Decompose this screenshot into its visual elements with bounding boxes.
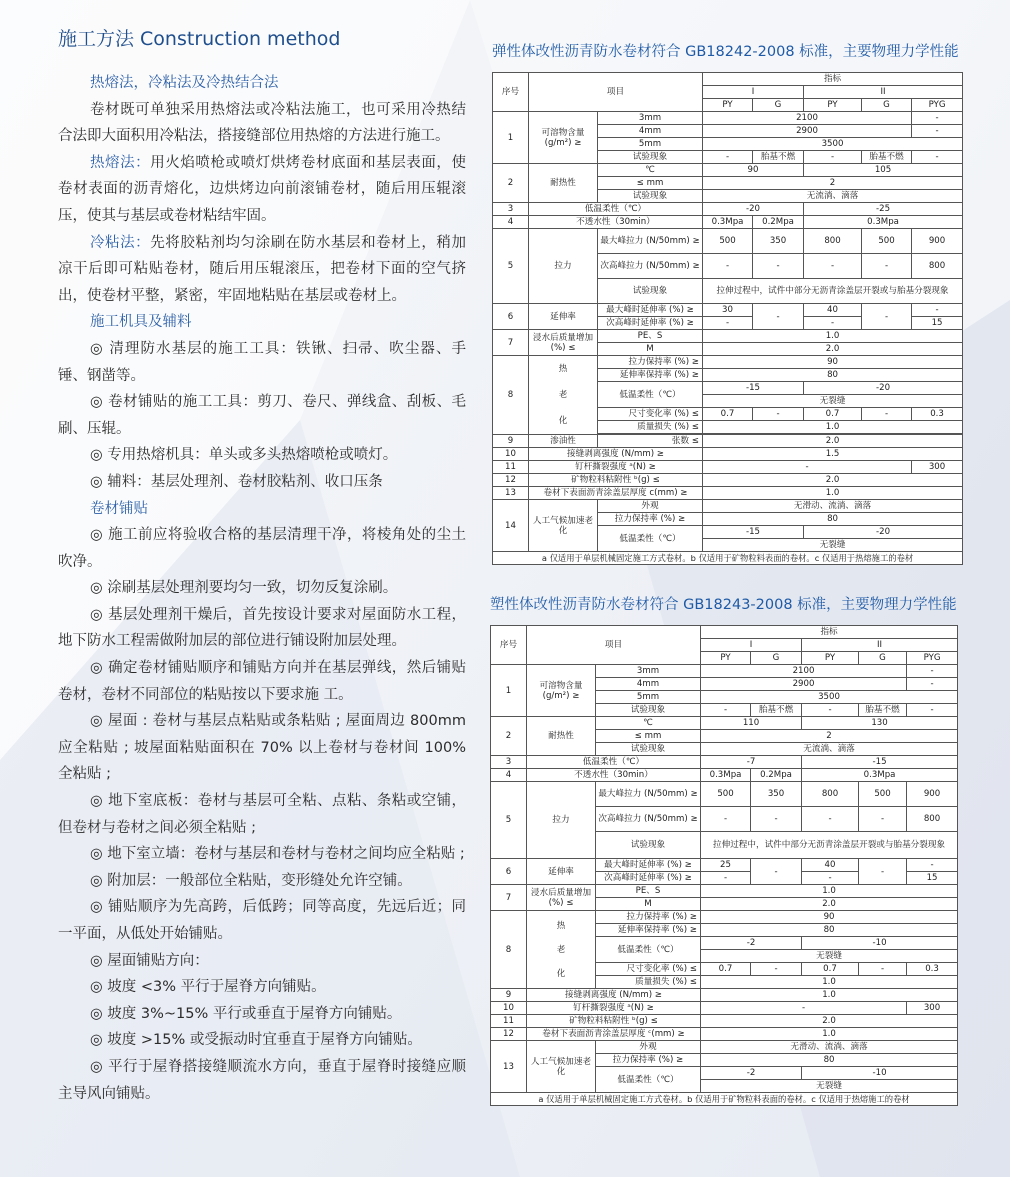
cell: -: [907, 859, 958, 872]
cell: 90: [703, 356, 963, 369]
cell: -: [859, 807, 907, 832]
cell: 900: [912, 229, 963, 254]
cell: 无流淌、滴落: [703, 190, 963, 203]
cell: 0.2Mpa: [753, 216, 804, 229]
hot-melt-text: 用火焰喷枪或喷灯烘烤卷材底面和基层表面，使卷材表面的沥青熔化，边烘烤边向前滚铺卷材，随后用压辊滚压，使其与基层或卷材粘结牢固。: [58, 154, 466, 224]
cell: 500: [703, 229, 753, 254]
cold-bond-text: 先将胶粘剂均匀涂刷在防水基层和卷材上，稍加凉干后即可粘贴卷材，随后用压辊滚压，把卷材下面的空气挤出，使卷材平整，紧密，牢固地粘贴在基层或卷材上。: [58, 234, 466, 304]
cell: 300: [912, 461, 963, 474]
cell: -25: [804, 203, 963, 216]
paragraph-auxiliary: ◎ 辅料：基层处理剂、卷材胶粘剂、收口压条: [90, 473, 383, 490]
row-no: 9: [491, 989, 527, 1002]
header-no: 序号: [493, 73, 529, 112]
char-hua: 化: [556, 968, 566, 979]
row-name: 耐热性: [529, 164, 598, 203]
sub-item: 低温柔性（℃）: [598, 382, 703, 408]
row-name: 耐热性: [527, 717, 596, 756]
header-no: 序号: [491, 626, 527, 665]
cell: 0.3: [907, 963, 958, 976]
header-index: 指标: [703, 73, 963, 86]
cell: -10: [802, 1067, 958, 1080]
cell: -15: [703, 526, 804, 539]
sub-item: 尺寸变化率 (%) ≤: [598, 408, 703, 421]
cell: 无裂缝: [703, 539, 963, 552]
sub-item: ≤ mm: [596, 730, 701, 743]
sub-item: 低温柔性（℃）: [598, 526, 703, 552]
cell: -: [751, 807, 802, 832]
keyword-hot-melt: 热熔法：: [90, 154, 151, 171]
table2-footnote: a 仅适用于单层机械固定施工方式卷材。b 仅适用于矿物粒料表面的卷材。c 仅适用于热熔施工的卷材: [491, 1093, 958, 1106]
sub-item: 次高峰拉力 (N/50mm) ≥: [598, 254, 703, 279]
header-PYG: PYG: [912, 99, 963, 112]
cell: 2: [701, 730, 958, 743]
sub-item: 试验现象: [596, 743, 701, 756]
row-name: 渗油性: [529, 435, 598, 448]
row-name: 矿物粒料粘附性 ᵇ(g) ≤: [527, 1015, 701, 1028]
cell: -: [859, 859, 907, 885]
header-PY: PY: [703, 99, 753, 112]
cell: 1.0: [701, 1028, 958, 1041]
paragraph-slope-1: ◎ 坡度 <3% 平行于屋脊方向铺贴。: [90, 979, 326, 996]
cell: 0.3Mpa: [802, 769, 958, 782]
row-no: 13: [493, 487, 529, 500]
sub-item: 试验现象: [598, 190, 703, 203]
paragraph-slope-3: ◎ 坡度 >15% 或受振动时宜垂直于屋脊方向铺贴。: [90, 1032, 422, 1049]
subheading-tools: 施工机具及辅料: [90, 314, 192, 331]
row-no: 2: [491, 717, 527, 756]
char-lao: 老: [558, 390, 568, 400]
cell: 30: [703, 304, 753, 317]
sub-item: 张数 ≤: [598, 435, 703, 448]
row-no: 4: [491, 769, 527, 782]
sub-item: ≤ mm: [598, 177, 703, 190]
cell: -: [862, 304, 912, 330]
row-name: 浸水后质量增加 (%) ≤: [527, 885, 596, 911]
row-name: 矿物粒料粘附性 ᵇ(g) ≤: [529, 474, 703, 487]
row-no: 3: [491, 756, 527, 769]
cell: 2.0: [701, 1015, 958, 1028]
cell: -: [703, 151, 753, 164]
cell: -20: [804, 382, 963, 395]
cell: 胎基不燃: [859, 704, 907, 717]
row-name: 不透水性（30min）: [527, 769, 701, 782]
cell: -: [912, 151, 963, 164]
row-name: 浸水后质量增加 (%) ≤: [529, 330, 598, 356]
cell: 0.3Mpa: [703, 216, 753, 229]
cell: 3500: [703, 138, 963, 151]
cell: -: [907, 678, 958, 691]
cell: 15: [907, 872, 958, 885]
cell: 25: [701, 859, 751, 872]
char-re: 热: [556, 920, 566, 931]
row-no: 4: [493, 216, 529, 229]
cell: 无裂缝: [703, 395, 963, 408]
cell: -: [753, 254, 804, 279]
char-re: 热: [558, 364, 568, 374]
paragraph-basement-wall: ◎ 地下室立墙：卷材与基层和卷材与卷材之间均应全粘贴 ;: [90, 846, 465, 863]
header-grade-II: II: [804, 86, 963, 99]
cell: 80: [703, 369, 963, 382]
cell: 无滑动、流淌、滴落: [701, 1041, 958, 1054]
cell: 0.3Mpa: [804, 216, 963, 229]
row-no: 3: [493, 203, 529, 216]
cell: -: [862, 408, 912, 421]
cell: 130: [802, 717, 958, 730]
sub-item: 拉力保持率 (%) ≥: [596, 1054, 701, 1067]
sub-item: 最大峰拉力 (N/50mm) ≥: [596, 782, 701, 807]
cell: -2: [701, 937, 802, 950]
paragraph-hot-melt-tools: ◎ 专用热熔机具：单头或多头热熔喷枪或喷灯。: [90, 447, 398, 464]
char-lao: 老: [556, 944, 566, 955]
paragraph-roof-direction: ◎ 屋面铺贴方向：: [90, 952, 209, 969]
cell: 90: [701, 911, 958, 924]
row-name: 卷材下表面沥青涂盖层厚度 c(mm) ≥: [529, 487, 703, 500]
header-PY: PY: [804, 99, 862, 112]
cell: 800: [907, 807, 958, 832]
cell: 无裂缝: [701, 950, 958, 963]
row-no: 5: [493, 229, 529, 304]
row-no: 10: [493, 448, 529, 461]
paragraph-laying-tools: ◎ 卷材铺贴的施工工具：剪刀、卷尺、弹线盒、刮板、毛刷、压辊。: [58, 394, 466, 437]
table2-title: 塑性体改性沥青防水卷材符合 GB18243-2008 标准，主要物理力学性能: [490, 597, 957, 613]
row-no: 11: [493, 461, 529, 474]
subheading-laying: 卷材铺贴: [90, 500, 148, 517]
cell: -: [751, 963, 802, 976]
sub-item: 最大峰时延伸率 (%) ≥: [596, 859, 701, 872]
sub-item: 5mm: [596, 691, 701, 704]
table1-title: 弹性体改性沥青防水卷材符合 GB18242-2008 标准，主要物理力学性能: [492, 44, 959, 60]
paragraph-laying-1: ◎ 施工前应将验收合格的基层清理干净，将棱角处的尘土吹净。: [58, 527, 466, 570]
sub-item: M: [598, 343, 703, 356]
row-name: 人工气候加速老化: [529, 500, 598, 552]
cell: -: [703, 254, 753, 279]
cell: -2: [701, 1067, 802, 1080]
cell: -: [912, 304, 963, 317]
cell: 1.0: [701, 885, 958, 898]
row-name: 接缝剥离强度 (N/mm) ≥: [529, 448, 703, 461]
header-G: G: [859, 652, 907, 665]
cell: 2100: [701, 665, 907, 678]
row-no: 2: [493, 164, 529, 203]
cell: -: [701, 807, 751, 832]
cell: 1.0: [703, 421, 963, 434]
cell: 2.0: [703, 474, 963, 487]
row-no: 6: [493, 304, 529, 330]
sub-item: 次高峰拉力 (N/50mm) ≥: [596, 807, 701, 832]
cell: 350: [753, 229, 804, 254]
paragraph-additional-layer: ◎ 附加层：一般部位全粘贴，变形缝处允许空铺。: [90, 872, 412, 889]
row-name-heat-aging: [529, 356, 598, 435]
cell: -: [804, 254, 862, 279]
header-PYG: PYG: [907, 652, 958, 665]
cell: 无裂缝: [701, 1080, 958, 1093]
header-grade-I: I: [701, 639, 802, 652]
header-G: G: [753, 99, 804, 112]
paragraph-basement-floor: ◎ 地下室底板：卷材与基层可全粘、点粘、条粘或空铺，但卷材与卷材之间必须全粘贴 ;: [58, 793, 466, 836]
cell: 80: [701, 1054, 958, 1067]
row-name: 卷材下表面沥青涂盖层厚度 ᶜ(mm) ≥: [527, 1028, 701, 1041]
row-name: 延伸率: [527, 859, 596, 885]
cell: -: [802, 704, 859, 717]
cell: -: [804, 317, 862, 330]
cell: 胎基不燃: [753, 151, 804, 164]
cell: 2100: [703, 112, 912, 125]
sub-item: 延伸率保持率 (%) ≥: [598, 369, 703, 382]
sub-item: 次高峰时延伸率 (%) ≥: [598, 317, 703, 330]
row-no: 5: [491, 782, 527, 859]
header-G: G: [751, 652, 802, 665]
cell: 80: [703, 513, 963, 526]
row-no: 7: [493, 330, 529, 356]
subheading-hot-cold-method: 热熔法，冷粘法及冷热结合法: [90, 75, 279, 91]
paragraph-cold-bond: [58, 230, 466, 310]
paragraph-laying-4: ◎ 确定卷材铺贴顺序和铺贴方向并在基层弹线，然后铺贴卷材，卷材不同部位的粘贴按以下要求施 工。: [58, 660, 466, 703]
sub-item: 外观: [596, 1041, 701, 1054]
sub-item: M: [596, 898, 701, 911]
cell: -: [802, 872, 859, 885]
cell: 2.0: [703, 435, 963, 448]
sub-item: 3mm: [596, 665, 701, 678]
cell: -: [751, 859, 802, 885]
cell: 拉伸过程中，试件中部分无沥青涂盖层开裂或与胎基分裂现象: [703, 279, 963, 304]
cell: 800: [912, 254, 963, 279]
cell: 3500: [701, 691, 958, 704]
row-no: 8: [491, 911, 527, 989]
cell: -: [912, 125, 963, 138]
row-name: 可溶物含量 (g/m²) ≥: [527, 665, 596, 717]
cell: -: [912, 112, 963, 125]
cell: 80: [701, 924, 958, 937]
sub-item: 次高峰时延伸率 (%) ≥: [596, 872, 701, 885]
row-no: 14: [493, 500, 529, 552]
row-no: 1: [491, 665, 527, 717]
cell: -10: [802, 937, 958, 950]
cell: -: [907, 704, 958, 717]
cell: 0.7: [802, 963, 859, 976]
cell: 0.3: [912, 408, 963, 421]
construction-method-section: [58, 26, 466, 1107]
row-name: 拉力: [529, 229, 598, 304]
sub-item: PE、S: [596, 885, 701, 898]
cell: 300: [907, 1002, 958, 1015]
row-no: 1: [493, 112, 529, 164]
table2-app-properties: [490, 625, 958, 1106]
row-no: 6: [491, 859, 527, 885]
row-no: 8: [493, 356, 529, 435]
cell: 800: [804, 229, 862, 254]
paragraph-laying-order: ◎ 铺贴顺序为先高跨，后低跨；同等高度，先远后近；同一平面，从低处开始铺贴。: [58, 899, 466, 942]
sub-item: 质量损失 (%) ≤: [598, 421, 703, 434]
cell: 800: [802, 782, 859, 807]
row-no: 10: [491, 1002, 527, 1015]
sub-item: 试验现象: [596, 704, 701, 717]
cell: 1.0: [703, 330, 963, 343]
row-name: 钉杆撕裂强度 ᵃ(N) ≥: [529, 461, 703, 474]
table1-footnote: a 仅适用于单层机械固定施工方式卷材。b 仅适用于矿物粒料表面的卷材。c 仅适用于热熔施工的卷材: [493, 552, 963, 565]
header-item: 项目: [527, 626, 701, 665]
paragraph-roof: ◎ 屋面 : 卷材与基层点粘贴或条粘贴 ; 屋面周边 800mm 应全粘贴 ; 坡屋面粘贴面积在 70% 以上卷材与卷材间 100% 全粘贴 ;: [58, 713, 466, 783]
cell: -: [703, 317, 753, 330]
keyword-cold-bond: 冷粘法：: [90, 234, 151, 251]
row-no: 12: [493, 474, 529, 487]
row-name: 接缝剥离强度 (N/mm) ≥: [527, 989, 701, 1002]
cell: -: [859, 963, 907, 976]
cell: 110: [701, 717, 802, 730]
cell: 2: [703, 177, 963, 190]
cell: -: [804, 151, 862, 164]
cell: 0.7: [804, 408, 862, 421]
sub-item: ℃: [598, 164, 703, 177]
cell: 拉伸过程中，试件中部分无沥青涂盖层开裂或与胎基分裂现象: [701, 832, 958, 859]
cell: 105: [804, 164, 963, 177]
row-name-heat-aging: [527, 911, 596, 989]
cell: 2.0: [701, 898, 958, 911]
paragraph-laying-3: ◎ 基层处理剂干燥后，首先按设计要求对屋面防水工程，地下防水工程需做附加层的部位进行铺设附加层处理。: [58, 606, 466, 650]
sub-item: 拉力保持率 (%) ≥: [596, 911, 701, 924]
cell: 无滑动、流淌、滴落: [703, 500, 963, 513]
table1-sbs-properties: [492, 72, 963, 565]
row-no: 7: [491, 885, 527, 911]
sub-item: 最大峰时延伸率 (%) ≥: [598, 304, 703, 317]
cell: 胎基不燃: [862, 151, 912, 164]
cell: 15: [912, 317, 963, 330]
cell: -: [701, 1002, 907, 1015]
cell: -: [753, 304, 804, 330]
sub-item: 最大峰拉力 (N/50mm) ≥: [598, 229, 703, 254]
sub-item: 试验现象: [596, 832, 701, 859]
sub-item: 试验现象: [598, 151, 703, 164]
header-PY: PY: [701, 652, 751, 665]
cell: 2900: [701, 678, 907, 691]
cell: 1.5: [703, 448, 963, 461]
cell: 0.3Mpa: [701, 769, 751, 782]
sub-item: 拉力保持率 (%) ≥: [598, 356, 703, 369]
cell: 1.0: [701, 976, 958, 989]
sub-item: 尺寸变化率 (%) ≤: [596, 963, 701, 976]
row-name: 钉杆撕裂强度 ᵃ(N) ≥: [527, 1002, 701, 1015]
cell: 0.7: [703, 408, 753, 421]
sub-item: PE、S: [598, 330, 703, 343]
row-name: 拉力: [527, 782, 596, 859]
paragraph-seam-direction: ◎ 平行于屋脊搭接缝顺流水方向，垂直于屋脊时接缝应顺主导风向铺贴。: [58, 1058, 466, 1102]
row-name: 延伸率: [529, 304, 598, 330]
cell: 无流淌、滴落: [701, 743, 958, 756]
cell: -20: [804, 526, 963, 539]
row-no: 13: [491, 1041, 527, 1093]
header-PY: PY: [802, 652, 859, 665]
cell: 350: [751, 782, 802, 807]
sub-item: 延伸率保持率 (%) ≥: [596, 924, 701, 937]
header-grade-II: II: [802, 639, 958, 652]
sub-item: 低温柔性（℃）: [596, 937, 701, 963]
row-name: 可溶物含量 (g/m²) ≥: [529, 112, 598, 164]
sub-item: 拉力保持率 (%) ≥: [598, 513, 703, 526]
row-name: 低温柔性（℃）: [529, 203, 703, 216]
sub-item: 4mm: [596, 678, 701, 691]
row-no: 11: [491, 1015, 527, 1028]
paragraph-laying-2: ◎ 涂刷基层处理剂要均匀一致，切勿反复涂刷。: [90, 580, 398, 597]
cell: 0.7: [701, 963, 751, 976]
paragraph-slope-2: ◎ 坡度 3%~15% 平行或垂直于屋脊方向铺贴。: [90, 1005, 402, 1022]
cell: -: [703, 461, 912, 474]
cell: -: [907, 665, 958, 678]
sub-item: 外观: [598, 500, 703, 513]
cell: 40: [804, 304, 862, 317]
sub-item: 低温柔性（℃）: [596, 1067, 701, 1093]
cell: -: [701, 872, 751, 885]
header-G: G: [862, 99, 912, 112]
sub-item: 3mm: [598, 112, 703, 125]
cell: -: [802, 807, 859, 832]
cell: 胎基不燃: [751, 704, 802, 717]
cell: 900: [907, 782, 958, 807]
cell: 500: [859, 782, 907, 807]
header-index: 指标: [701, 626, 958, 639]
sub-item: 质量损失 (%) ≤: [596, 976, 701, 989]
cell: -: [701, 704, 751, 717]
cell: -7: [701, 756, 802, 769]
sub-item: 4mm: [598, 125, 703, 138]
cell: 500: [862, 229, 912, 254]
row-name: 不透水性（30min）: [529, 216, 703, 229]
sub-item: 5mm: [598, 138, 703, 151]
cell: -15: [703, 382, 804, 395]
cell: 90: [703, 164, 804, 177]
sub-item: 试验现象: [598, 279, 703, 304]
cell: 2900: [703, 125, 912, 138]
cell: -: [862, 254, 912, 279]
cell: 40: [802, 859, 859, 872]
header-item: 项目: [529, 73, 703, 112]
row-name: 低温柔性（℃）: [527, 756, 701, 769]
row-no: 9: [493, 435, 529, 448]
char-hua: 化: [558, 416, 568, 426]
cell: -: [753, 408, 804, 421]
cell: 500: [701, 782, 751, 807]
cell: 1.0: [703, 487, 963, 500]
sub-item: ℃: [596, 717, 701, 730]
paragraph-cleaning-tools: ◎ 清理防水基层的施工工具：铁锹、扫帚、吹尘器、手锤、钢凿等。: [58, 340, 466, 384]
row-name: 人工气候加速老化: [527, 1041, 596, 1093]
cell: 1.0: [701, 989, 958, 1002]
paragraph-hot-melt: [58, 150, 466, 230]
row-no: 12: [491, 1028, 527, 1041]
cell: -20: [703, 203, 804, 216]
paragraph-method-intro: 卷材既可单独采用热熔法或冷粘法施工，也可采用冷热结合法即大面积用冷粘法，搭接缝部位用热熔的方法进行施工。: [58, 101, 466, 145]
cell: 2.0: [703, 343, 963, 356]
header-grade-I: I: [703, 86, 804, 99]
cell: -15: [802, 756, 958, 769]
cell: 0.2Mpa: [751, 769, 802, 782]
page-title: 施工方法 Construction method: [58, 28, 341, 50]
